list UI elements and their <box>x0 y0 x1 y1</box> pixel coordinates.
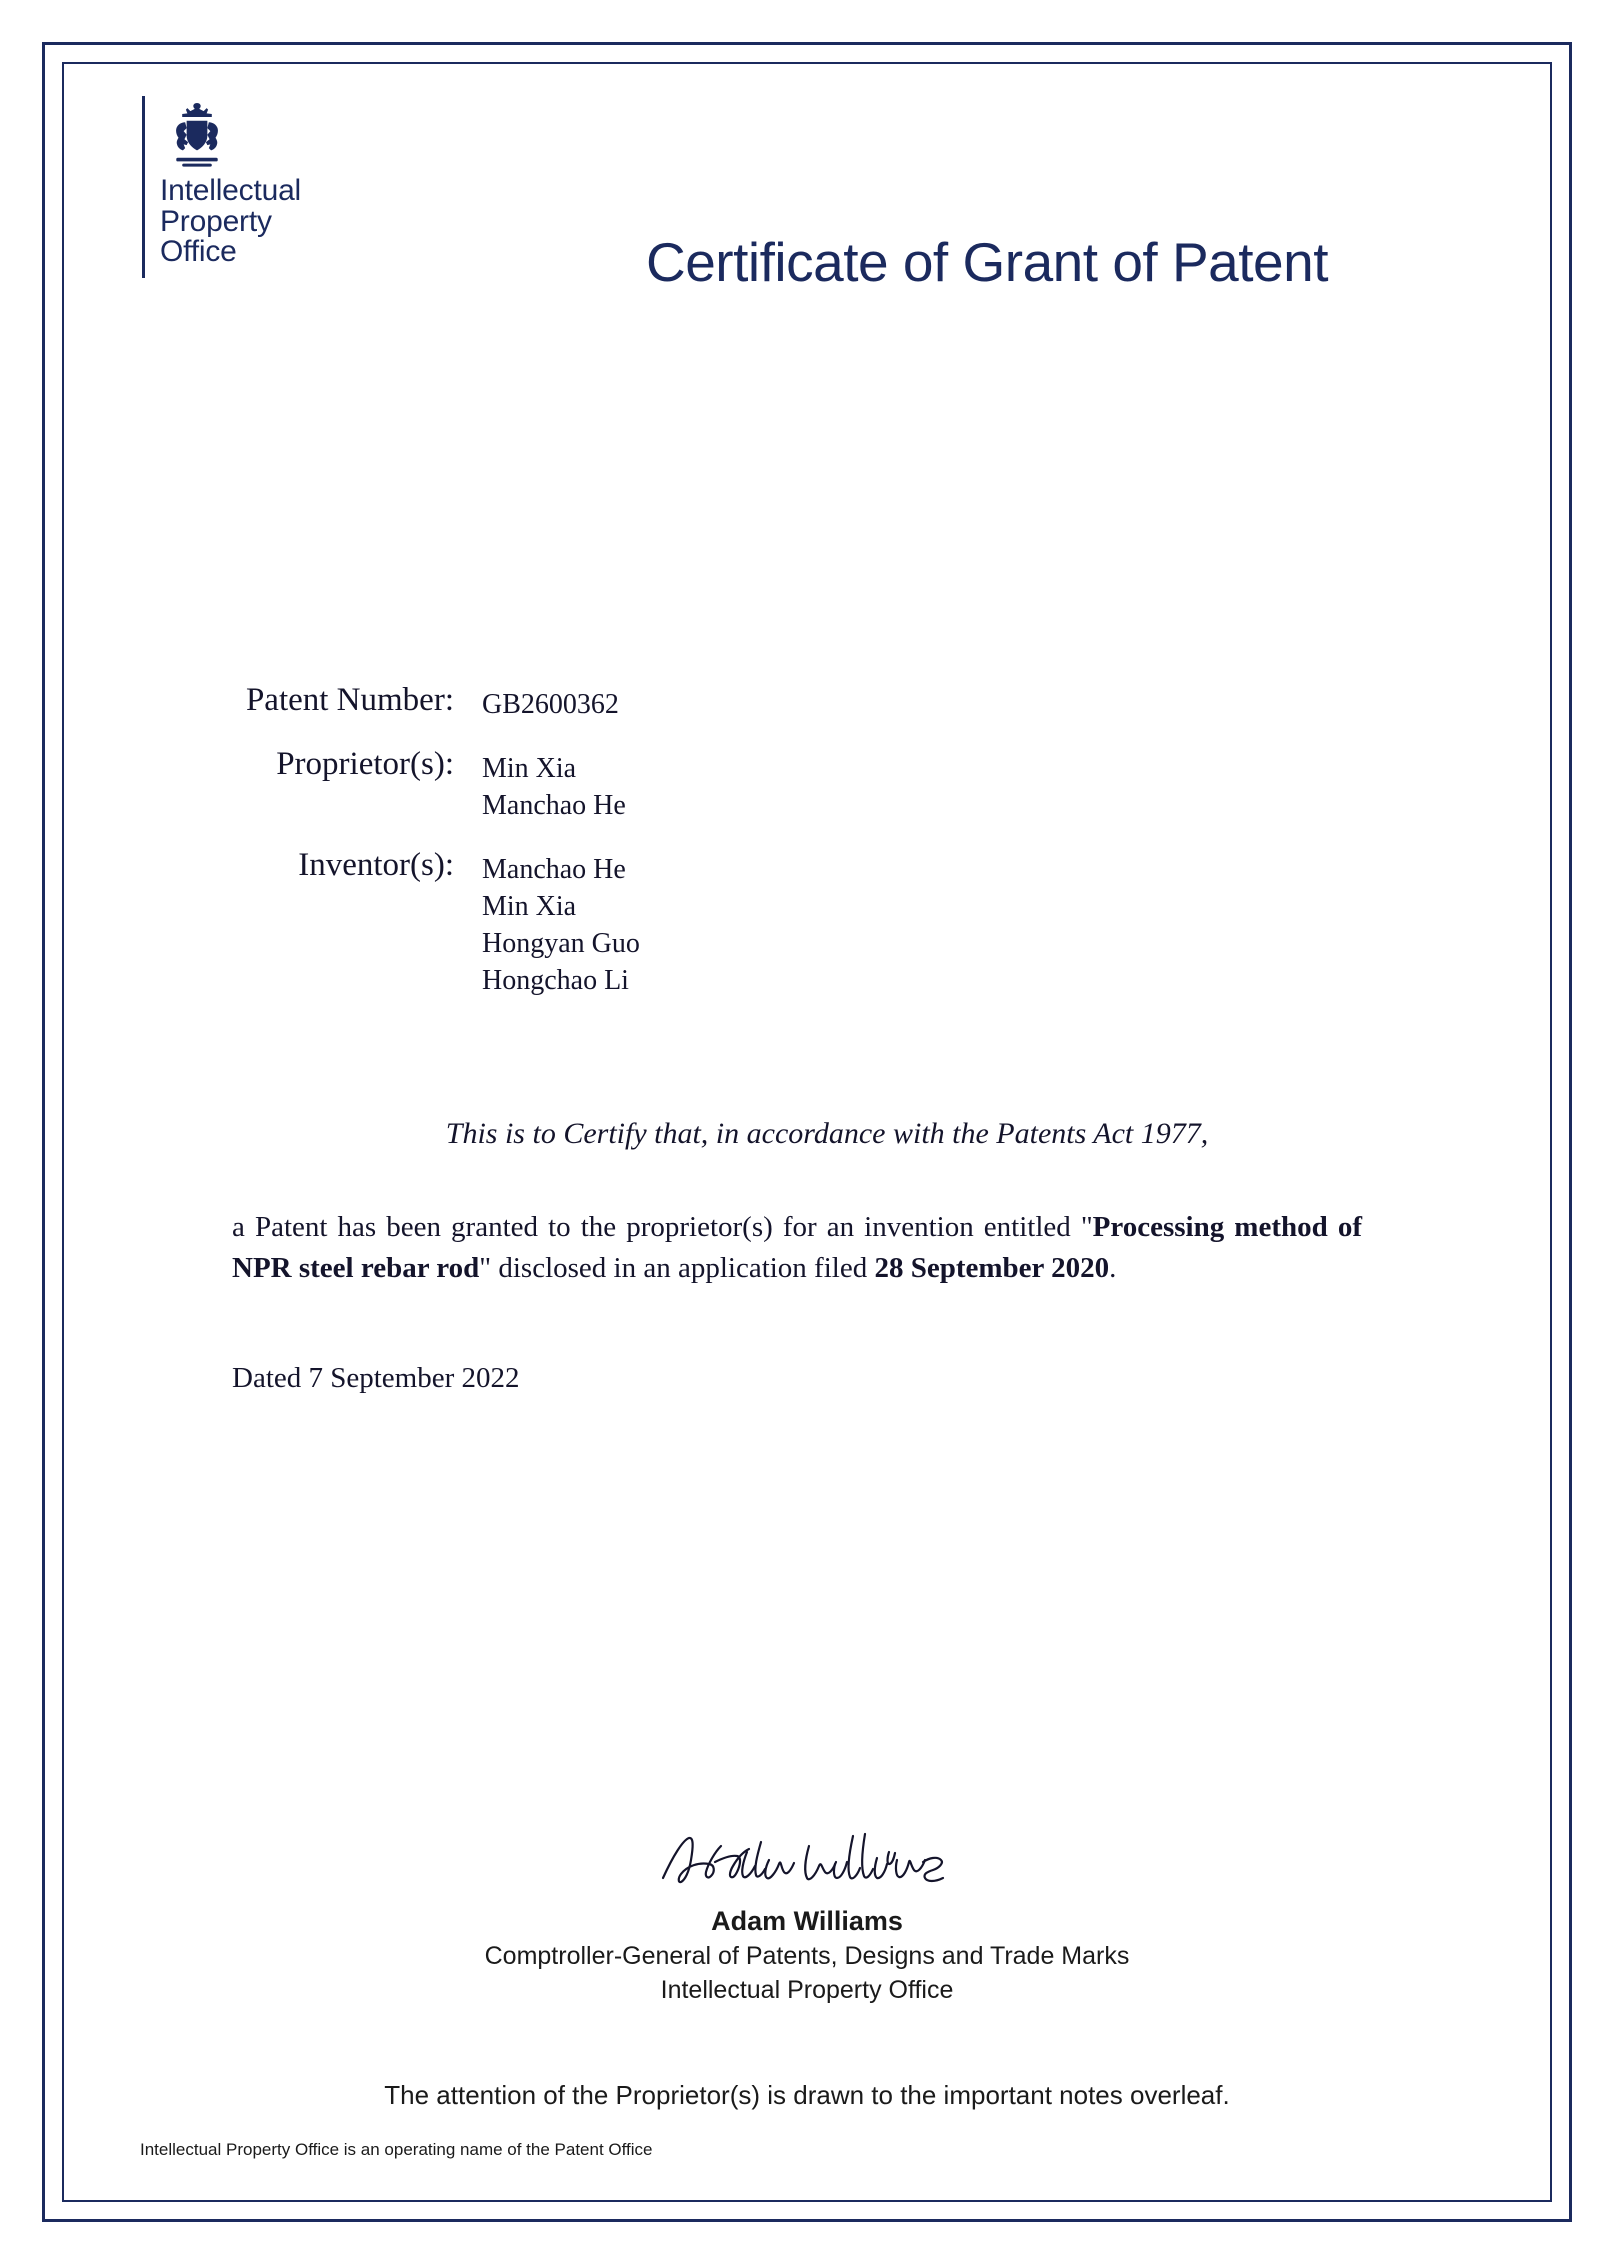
certify-statement: This is to Certify that, in accordance with the Patents Act 1977, <box>445 1117 1209 1150</box>
grant-paragraph <box>232 1207 1362 1289</box>
value-line: Min Xia <box>482 752 577 784</box>
field-value <box>482 682 619 724</box>
field-proprietors <box>62 746 1552 825</box>
header <box>62 62 1552 362</box>
value-line: GB2600362 <box>482 689 619 720</box>
value-line: Hongchao Li <box>482 964 629 996</box>
paragraph-part-2: " disclosed in an application filed <box>479 1252 875 1285</box>
value-line: Manchao He <box>482 789 626 821</box>
field-label: Proprietor(s): <box>276 745 454 782</box>
ipo-logo <box>142 100 402 268</box>
signatory-name: Adam Williams <box>711 1906 903 1936</box>
field-label: Patent Number: <box>245 682 454 718</box>
signatory-organisation: Intellectual Property Office <box>660 1976 954 2004</box>
signatory-role: Comptroller-General of Patents, Designs and Trade Marks <box>484 1942 1130 1970</box>
dated-line: Dated 7 September 2022 <box>232 1362 520 1394</box>
attention-note: The attention of the Proprietor(s) is drawn to the important notes overleaf. <box>384 2080 1230 2110</box>
invention-title: Processing method of NPR steel rebar rod <box>232 1211 1362 1285</box>
field-inventors <box>62 847 1552 1000</box>
field-value <box>482 847 640 1000</box>
field-value <box>482 746 626 825</box>
signature-image <box>657 1822 957 1900</box>
legal-note: Intellectual Property Office is an operating name of the Patent Office <box>140 2140 653 2159</box>
logo-rule <box>142 96 145 278</box>
field-patent-number <box>62 682 1552 724</box>
field-label: Inventor(s): <box>298 846 454 883</box>
paragraph-part-1: a Patent has been granted to the proprietor(s) for an invention entitled " <box>232 1211 1093 1243</box>
logo-line-1: Intellectual <box>160 174 302 207</box>
certificate-content <box>62 62 1552 2202</box>
patent-details <box>62 682 1552 1022</box>
signature-block <box>62 1822 1552 2005</box>
value-line: Manchao He <box>482 853 626 885</box>
royal-coat-of-arms-icon <box>160 100 234 174</box>
logo-line-2: Property <box>160 204 272 238</box>
ipo-logo-text <box>142 176 402 268</box>
page-title: Certificate of Grant of Patent <box>645 231 1328 293</box>
filing-date: 28 September 2020 <box>874 1252 1110 1285</box>
logo-line-3: Office <box>160 235 237 269</box>
value-line: Min Xia <box>482 890 577 922</box>
value-line: Hongyan Guo <box>482 927 640 959</box>
paragraph-part-3: . <box>1109 1252 1117 1285</box>
